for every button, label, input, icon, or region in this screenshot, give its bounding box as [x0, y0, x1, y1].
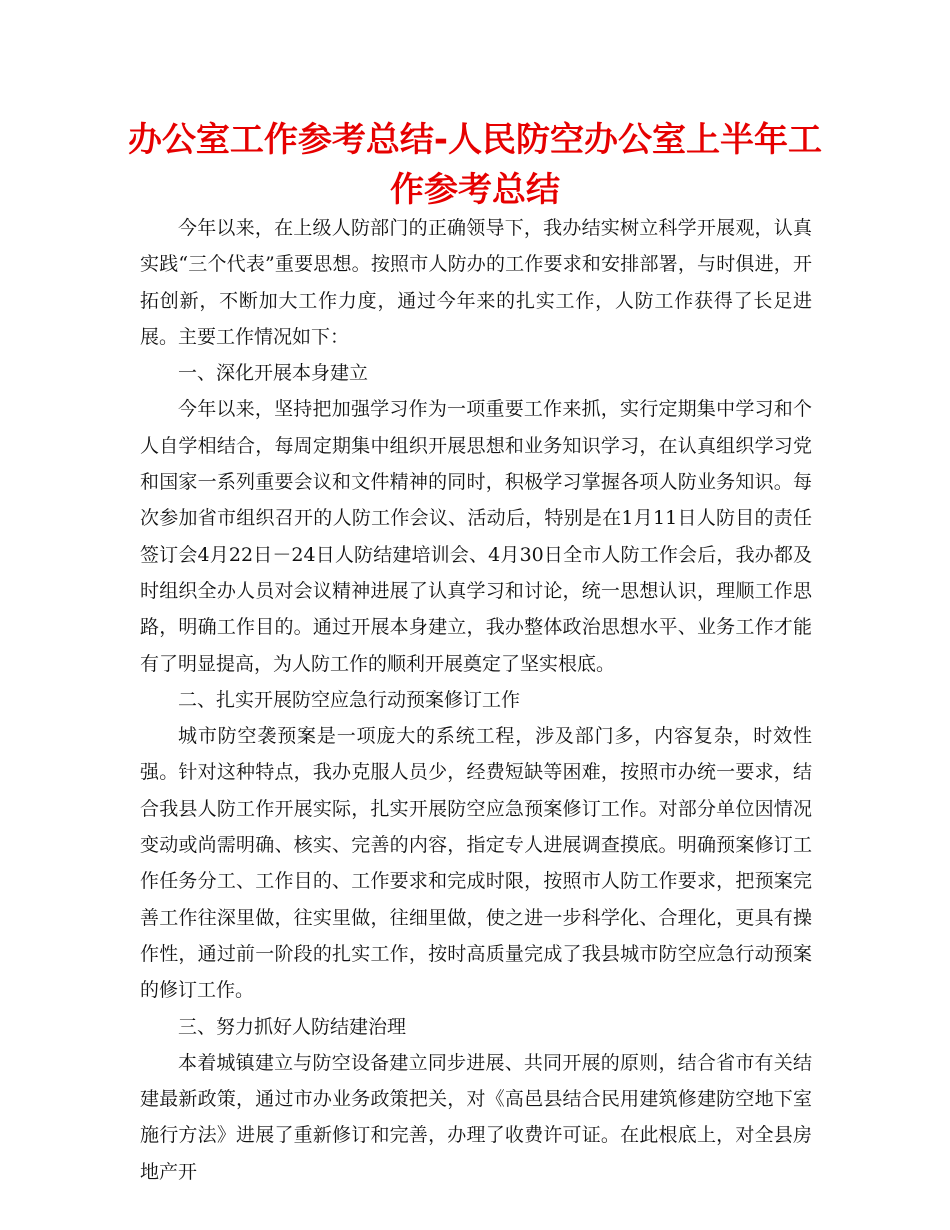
paragraph-intro: 今年以来，在上级人防部门的正确领导下，我办结实树立科学开展观，认真实践“三个代表”重要思想。按照市人防办的工作要求和安排部署，与时俱进，开拓创新，不断加大工作力度，通过今年来的扎实工作，人防工作获得了长足进展。主要工作情况如下： [140, 217, 812, 348]
document-title: 办公室工作参考总结-人民防空办公室上半年工作参考总结 [127, 120, 823, 210]
paragraph-section-1: 今年以来，坚持把加强学习作为一项重要工作来抓，实行定期集中学习和个人自学相结合，每周定期集中组织开展思想和业务知识学习，在认真组织学习党和国家一系列重要会议和文件精神的同时，积极学习掌握各项人防业务知识。每次参加省市组织召开的人防工作会议、活动后，特别是在1月11日人防目的责任签订会4月22日－24日人防结建培训会、4月30日全市人防工作会后，我办都及时组织全办人员对会议精神进展了认真学习和讨论，统一思想认识，理顺工作思路，明确工作目的。通过开展本身建立，我办整体政治思想水平、业务工作才能有了明显提高，为人防工作的顺利开展奠定了坚实根底。 [140, 398, 812, 675]
document-body [140, 210, 812, 1190]
section-heading-3: 三、努力抓好人防结建治理 [178, 1015, 407, 1038]
section-heading-1: 一、深化开展本身建立 [178, 362, 369, 385]
section-heading-2: 二、扎实开展防空应急行动预案修订工作 [178, 688, 521, 711]
paragraph-section-3: 本着城镇建立与防空设备建立同步进展、共同开展的原则，结合省市有关结建最新政策，通过市办业务政策把关，对《高邑县结合民用建筑修建防空地下室施行方法》进展了重新修订和完善，办理了收费许可证。在此根底上，对全县房地产开 [140, 1051, 812, 1183]
paragraph-section-2: 城市防空袭预案是一项庞大的系统工程，涉及部门多，内容复杂，时效性强。针对这种特点，我办克服人员少，经费短缺等困难，按照市办统一要求，结合我县人防工作开展实际，扎实开展防空应急预案修订工作。对部分单位因情况变动或尚需明确、核实、完善的内容，指定专人进展调查摸底。明确预案修订工作任务分工、工作目的、工作要求和完成时限，按照市人防工作要求，把预案完善工作往深里做，往实里做，往细里做，使之进一步科学化、合理化，更具有操作性，通过前一阶段的扎实工作，按时高质量完成了我县城市防空应急行动预案的修订工作。 [140, 725, 812, 1002]
